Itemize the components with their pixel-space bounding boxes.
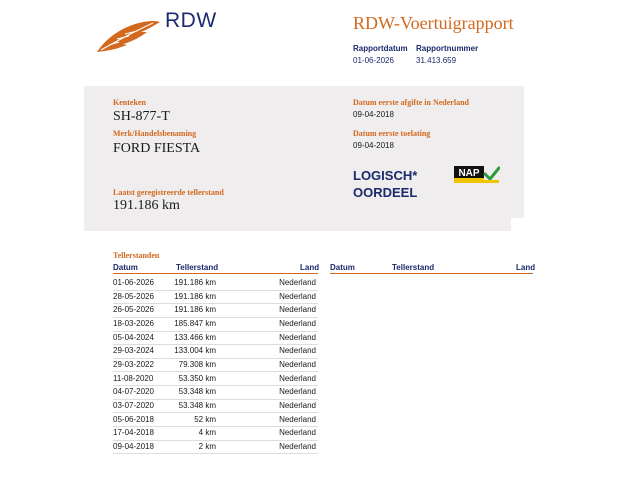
report-date-label: Rapportdatum [353,44,408,53]
column-header-odometer: Tellerstand [176,263,219,272]
first-admission-label: Datum eerste toelating [353,129,431,138]
table-row [113,276,318,291]
rdw-logo-feather-icon [95,18,161,54]
first-issue-nl-value: 09-04-2018 [353,110,394,119]
verdict-line-2: OORDEEL [353,185,418,200]
row-country: Nederland [279,318,316,328]
row-odometer: 52 km [194,414,216,424]
report-date: 01-06-2026 [353,56,394,65]
row-country: Nederland [279,428,316,438]
row-odometer: 191.186 km [174,278,216,287]
logo-text: RDW [165,9,217,32]
table-row [113,440,318,455]
table-row [113,426,318,441]
row-country: Nederland [279,278,316,287]
table-row [113,290,318,305]
table-row [113,344,318,359]
table-row [113,317,318,332]
row-date: 11-08-2020 [113,373,154,383]
table-row [113,399,318,414]
row-date: 17-04-2018 [113,428,154,438]
table-row [113,413,318,428]
row-date: 28-05-2026 [113,291,154,301]
nap-badge-text: NAP [458,168,480,179]
nap-badge [454,166,500,184]
row-odometer: 191.186 km [174,291,216,301]
row-odometer: 79.308 km [178,359,216,369]
plate-value: SH-877-T [113,109,170,124]
row-date: 18-03-2026 [113,318,154,328]
readings-section-title: Tellerstanden [113,251,160,260]
table-row [113,372,318,387]
header-divider-left [113,273,318,274]
row-odometer: 53.348 km [178,400,216,410]
first-issue-nl-label: Datum eerste afgifte in Nederland [353,98,469,107]
column-header-odometer-right: Tellerstand [392,263,435,272]
row-country: Nederland [279,346,316,356]
brand-label: Merk/Handelsbenaming [113,129,197,138]
column-header-date-right: Datum [330,263,355,272]
row-date: 05-04-2024 [113,332,154,342]
row-odometer: 133.466 km [174,332,216,342]
row-odometer: 191.186 km [174,305,216,315]
header-divider-right [330,273,533,274]
odometer-label: Laatst geregistreerde tellerstand [113,188,224,197]
table-row [113,358,318,373]
row-country: Nederland [279,332,316,342]
table-row [113,303,318,318]
row-date: 09-04-2018 [113,441,154,451]
row-date: 05-06-2018 [113,414,154,424]
row-odometer: 53.350 km [178,373,216,383]
row-date: 04-07-2020 [113,387,154,397]
row-odometer: 185.847 km [174,318,216,328]
report-title: RDW-Voertuigrapport [353,13,514,33]
report-number-label: Rapportnummer [416,44,479,53]
row-country: Nederland [279,441,316,451]
row-odometer: 53.348 km [178,387,216,397]
first-admission-value: 09-04-2018 [353,141,394,150]
table-row [113,385,318,400]
brand-value: FORD FIESTA [113,141,201,156]
verdict-line-1: LOGISCH* [353,168,418,183]
row-country: Nederland [279,373,316,383]
row-date: 01-06-2026 [113,278,154,287]
column-header-country: Land [300,263,320,272]
row-country: Nederland [279,387,316,397]
row-country: Nederland [279,305,316,315]
row-date: 03-07-2020 [113,400,154,410]
plate-label: Kenteken [113,98,146,107]
row-country: Nederland [279,291,316,301]
row-odometer: 2 km [198,441,216,451]
card-corner-notch [511,218,524,231]
row-country: Nederland [279,414,316,424]
nap-check-icon [454,166,500,184]
table-row [113,331,318,346]
row-country: Nederland [279,359,316,369]
row-date: 29-03-2024 [113,346,154,356]
row-odometer: 4 km [198,428,216,438]
row-date: 26-05-2026 [113,305,154,315]
column-header-date: Datum [113,263,138,272]
column-header-country-right: Land [516,263,536,272]
report-number: 31.413.659 [416,56,457,65]
row-date: 29-03-2022 [113,359,154,369]
row-country: Nederland [279,400,316,410]
odometer-value: 191.186 km [113,198,180,213]
row-odometer: 133.004 km [174,346,216,356]
